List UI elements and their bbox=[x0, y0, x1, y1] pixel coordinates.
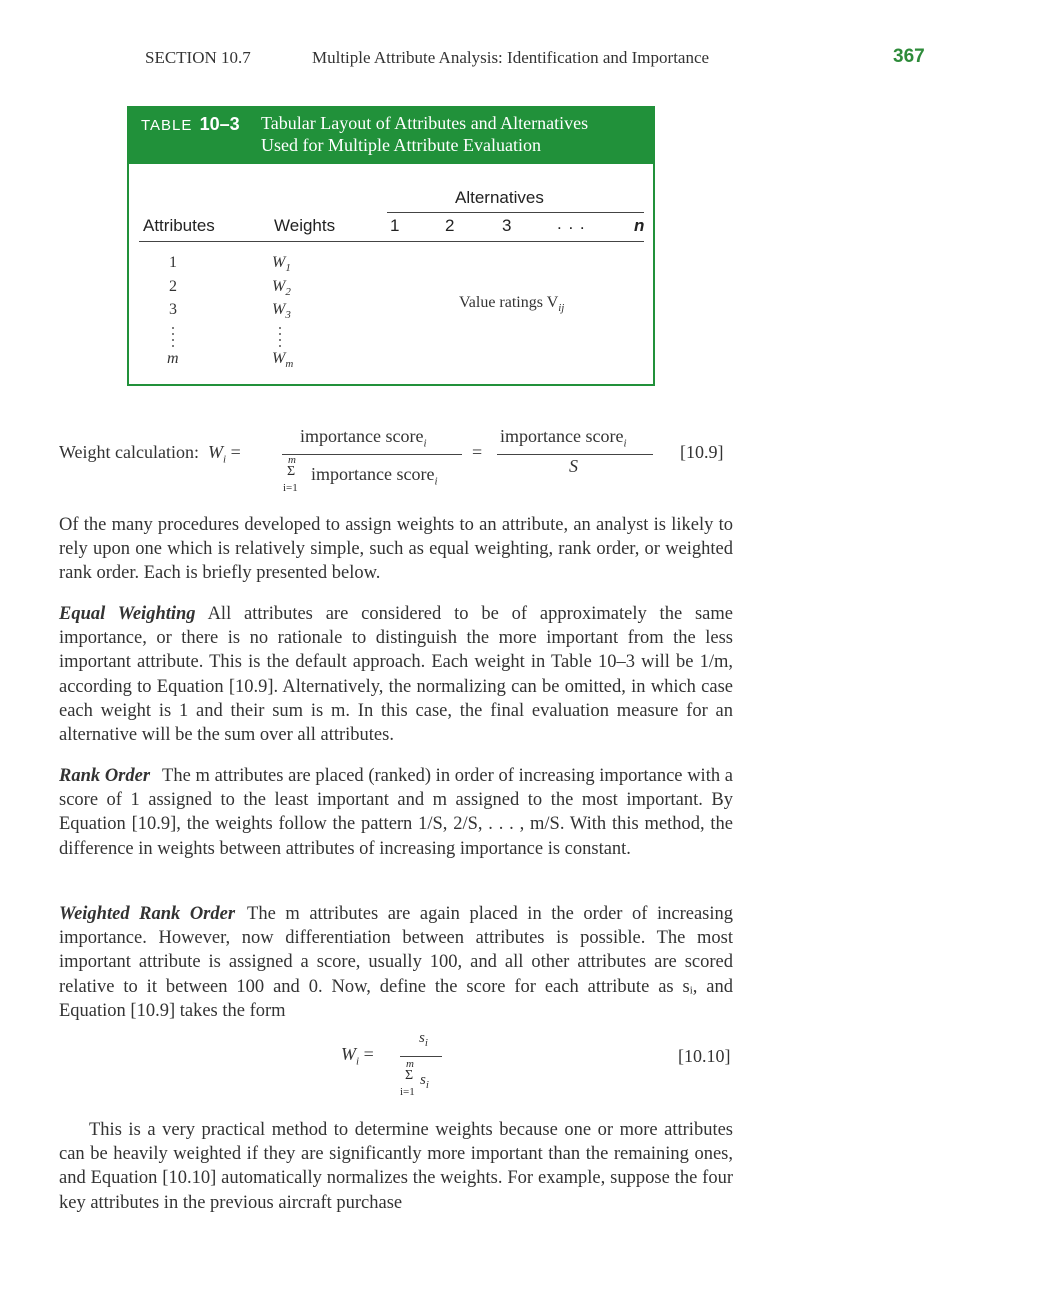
weight-2: $W_2$ bbox=[272, 278, 291, 299]
table-caption-bar bbox=[129, 108, 653, 164]
equation-10-9-lead: Weight calculation: $W_i$ = bbox=[59, 442, 241, 466]
attribute-2: 2 bbox=[169, 278, 177, 295]
equation-10-9-fraction-bar-2 bbox=[497, 454, 653, 455]
equation-10-9-tag: [10.9] bbox=[680, 442, 724, 462]
heading-equal-weighting: Equal Weighting bbox=[59, 604, 196, 624]
table-10-3 bbox=[127, 106, 655, 386]
equation-10-9-denominator: importance score$_i$ bbox=[311, 464, 438, 488]
equation-10-9-sum-lower: i=1 bbox=[283, 482, 298, 494]
equation-10-10-sigma: Σ bbox=[405, 1068, 414, 1083]
equation-10-10-lhs: $W_i$ = bbox=[341, 1044, 374, 1068]
value-ratings-label: Value ratings $V_{ij}$ bbox=[459, 294, 565, 315]
equation-10-9-sigma: Σ bbox=[287, 464, 296, 479]
running-head-section: SECTION 10.7 bbox=[145, 48, 251, 67]
table-title: Tabular Layout of Attributes and Alternatives Used for Multiple Attribute Evaluation bbox=[261, 113, 589, 155]
equation-10-10-fraction-bar bbox=[400, 1056, 442, 1057]
equation-10-9-numerator-2: importance score$_i$ bbox=[500, 426, 627, 450]
alternatives-rule bbox=[387, 212, 644, 213]
equation-10-10-sum-upper: m bbox=[406, 1058, 414, 1070]
weight-m: $W_m$ bbox=[272, 350, 294, 371]
paragraph-rank-order: Rank Order The m attributes are placed (ranked) in order of increasing importance with a score of 1 assigned to the least important and m assigned to the most important. By Equation [10.9], the weights follow the pattern 1/S, 2/S, . . . , m/S. With this method, the difference in weights between attributes of increasing importance is constant. bbox=[59, 766, 733, 859]
attribute-3: 3 bbox=[169, 301, 177, 318]
page-number: 367 bbox=[893, 46, 925, 67]
alternatives-header: Alternatives bbox=[455, 188, 544, 207]
paragraph-practical-method: This is a very practical method to determine weights because one or more attributes can be heavily weighted if they are significantly more important than the remaining ones, and Equation [10.10] automatically normalizes the weights. For example, suppose the four key attributes in the previous aircraft purchase bbox=[59, 1120, 733, 1213]
weight-vertical-ellipsis bbox=[278, 327, 282, 351]
attribute-vertical-ellipsis bbox=[171, 327, 175, 351]
equation-10-9-fraction-bar-1 bbox=[282, 454, 462, 455]
paragraph-equal-weighting: Equal Weighting All attributes are considered to be of approximately the same importance, or there is no rationale to distinguish the more important from the less important attribute. This is the default approach. Each weight in Table 10–3 will be 1/m, according to Equation [10.9]. Alternatively, the normalizing can be omitted, in which case each weight is 1 and their sum is m. In this case, the final evaluation measure for an alternative will be the sum over all attributes. bbox=[59, 604, 733, 746]
weight-3: $W_3$ bbox=[272, 301, 291, 322]
alt-column-n: n bbox=[634, 216, 645, 235]
equation-10-9-equals: = bbox=[472, 442, 483, 462]
equation-10-10-numerator: $s_i$ bbox=[419, 1030, 428, 1049]
heading-weighted-rank-order: Weighted Rank Order bbox=[59, 904, 236, 924]
table-label: TABLE 10–3 bbox=[141, 114, 240, 134]
weight-1: $W_1$ bbox=[272, 254, 291, 275]
equation-10-9-denominator-2: S bbox=[569, 456, 578, 476]
alt-column-ellipsis: . . . bbox=[557, 214, 586, 233]
table-number: 10–3 bbox=[199, 114, 240, 134]
equation-10-9-numerator: importance score$_i$ bbox=[300, 426, 427, 450]
paragraph-weighted-rank-order: Weighted Rank Order The m attributes are again placed in the order of increasing importance. However, now differentiation between attributes is possible. The most important attribute is assigned a score, usually 100, and all other attributes are scored relative to it between 100 and 0. Now, define the score for each attribute as sᵢ, and Equation [10.9] takes the form bbox=[59, 904, 734, 1021]
alt-column-2: 2 bbox=[445, 216, 455, 235]
heading-rank-order: Rank Order bbox=[59, 766, 151, 786]
column-header-weights: Weights bbox=[274, 216, 336, 235]
equation-10-9-sum-upper: m bbox=[288, 454, 296, 466]
column-header-attributes: Attributes bbox=[143, 216, 215, 235]
attribute-m: m bbox=[167, 350, 179, 367]
paragraph-intro: Of the many procedures developed to assign weights to an attribute, an analyst is likely to rely upon one which is relatively simple, such as equal weighting, rank order, or weighted rank order. Each is briefly presented below. bbox=[59, 515, 733, 584]
equation-10-10-sum-lower: i=1 bbox=[400, 1086, 415, 1098]
equation-10-10-tag: [10.10] bbox=[678, 1046, 731, 1066]
header-rule bbox=[139, 241, 644, 242]
running-head-title: Multiple Attribute Analysis: Identification and Importance bbox=[312, 48, 710, 67]
alt-column-3: 3 bbox=[502, 216, 512, 235]
alt-column-1: 1 bbox=[390, 216, 400, 235]
attribute-1: 1 bbox=[169, 254, 177, 271]
equation-10-10-denominator: $s_i$ bbox=[420, 1072, 429, 1091]
